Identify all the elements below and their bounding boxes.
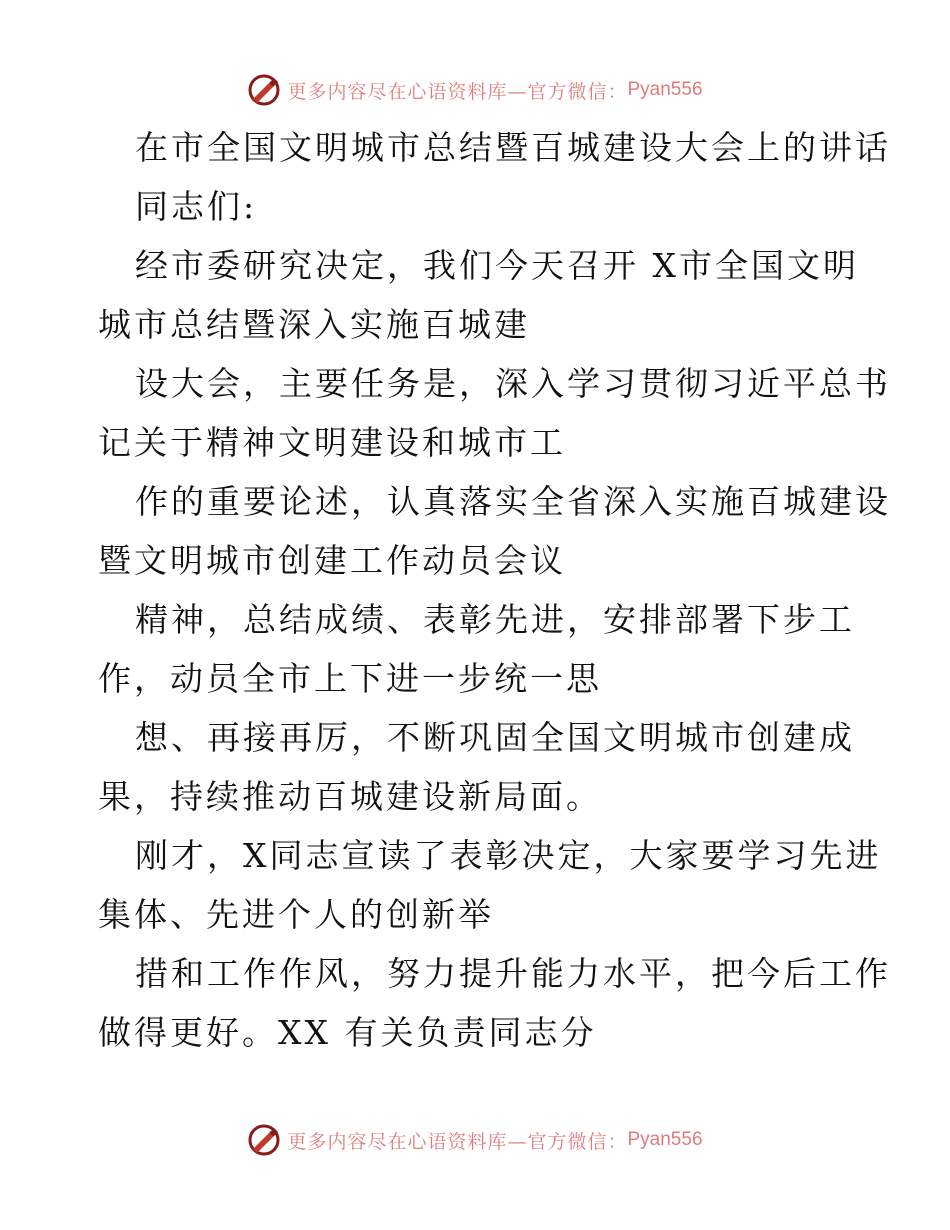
paragraph-line: 经市委研究决定，我们今天召开 X市全国文明 — [135, 246, 859, 285]
paragraph-line: 记关于精神文明建设和城市工 — [98, 423, 566, 462]
paragraph-line: 设大会，主要任务是，深入学习贯彻习近平总书 — [135, 364, 891, 403]
paragraph-line: 刚才，X同志宣读了表彰决定，大家要学习先进 — [135, 836, 882, 875]
pen-logo-icon — [247, 1123, 281, 1157]
speech-body — [98, 118, 891, 1062]
paragraph-line: 想、再接再厉，不断巩固全国文明城市创建成 — [135, 718, 855, 757]
header-wechat-id: Pyan556 — [627, 79, 703, 100]
paragraph-line: 暨文明城市创建工作动员会议 — [98, 541, 566, 580]
paragraph-line: 果，持续推动百城建设新局面。 — [98, 777, 602, 816]
footer-banner-text: 更多内容尽在心语资料库—官方微信： — [287, 1130, 628, 1153]
pen-logo-icon — [247, 73, 281, 107]
paragraph-line: 城市总结暨深入实施百城建 — [98, 305, 530, 344]
paragraph-line: 做得更好。XX 有关负责同志分 — [98, 1013, 597, 1052]
header-banner-text: 更多内容尽在心语资料库—官方微信： — [287, 80, 628, 103]
paragraph-line: 集体、先进个人的创新举 — [98, 895, 494, 934]
header-watermark-banner — [0, 70, 950, 110]
paragraph-line: 作的重要论述，认真落实全省深入实施百城建设 — [135, 482, 891, 521]
speech-title: 在市全国文明城市总结暨百城建设大会上的讲话 — [135, 128, 891, 167]
paragraph-line: 措和工作作风，努力提升能力水平，把今后工作 — [135, 954, 891, 993]
salutation: 同志们: — [135, 187, 258, 226]
footer-wechat-id: Pyan556 — [627, 1129, 703, 1150]
paragraph-line: 精神，总结成绩、表彰先进，安排部署下步工 — [135, 600, 855, 639]
paragraph-line: 作，动员全市上下进一步统一思 — [98, 659, 602, 698]
footer-watermark-banner — [0, 1120, 950, 1160]
